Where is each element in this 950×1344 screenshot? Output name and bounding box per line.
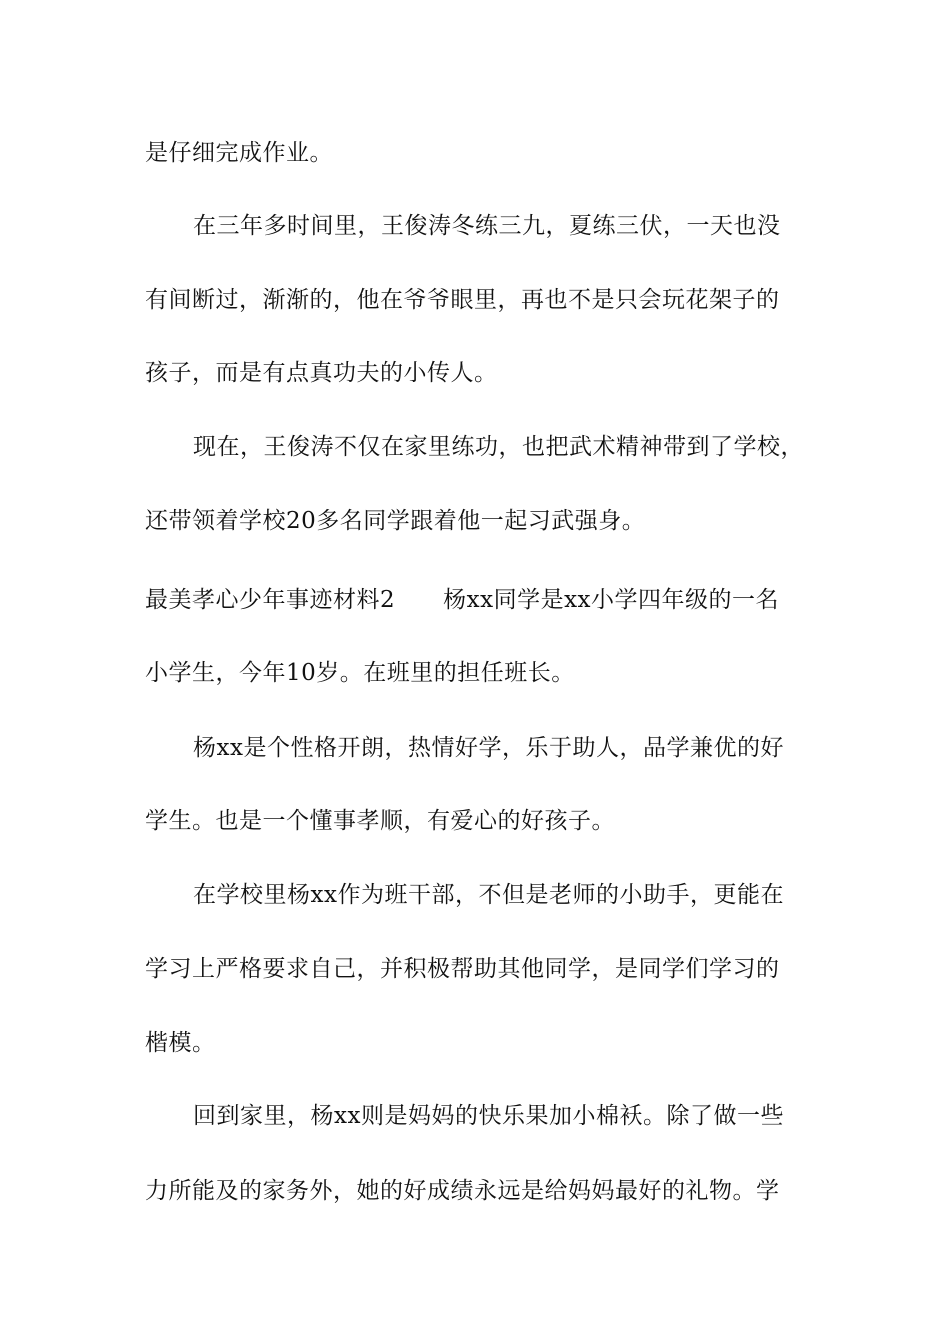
paragraph-first-line: 在三年多时间里，王俊涛冬练三九，夏练三伏，一天也没	[193, 213, 781, 239]
heading-trailing-text: 杨xx同学是xx小学四年级的一名	[443, 587, 780, 613]
paragraph-first-line: 在学校里杨xx作为班干部，不但是老师的小助手，更能在	[193, 882, 784, 908]
text-line: 力所能及的家务外，她的好成绩永远是给妈妈最好的礼物。学	[145, 1178, 780, 1204]
text-line: 孩子，而是有点真功夫的小传人。	[145, 360, 498, 386]
paragraph-first-line: 杨xx是个性格开朗，热情好学，乐于助人，品学兼优的好	[193, 735, 784, 761]
text-line: 有间断过，渐渐的，他在爷爷眼里，再也不是只会玩花架子的	[145, 287, 780, 313]
text-line: 楷模。	[145, 1030, 216, 1056]
text-line: 学习上严格要求自己，并积极帮助其他同学，是同学们学习的	[145, 956, 780, 982]
section-heading-line	[145, 585, 810, 615]
text-line: 还带领着学校20多名同学跟着他一起习武强身。	[145, 508, 646, 534]
text-line: 是仔细完成作业。	[145, 140, 333, 166]
text-line: 学生。也是一个懂事孝顺，有爱心的好孩子。	[145, 808, 615, 834]
paragraph-first-line: 现在，王俊涛不仅在家里练功，也把武术精神带到了学校，	[193, 434, 804, 460]
section-heading: 最美孝心少年事迹材料2	[145, 587, 396, 613]
paragraph-first-line: 回到家里，杨xx则是妈妈的快乐果加小棉袄。除了做一些	[193, 1103, 784, 1129]
text-line: 小学生，今年10岁。在班里的担任班长。	[145, 660, 575, 686]
